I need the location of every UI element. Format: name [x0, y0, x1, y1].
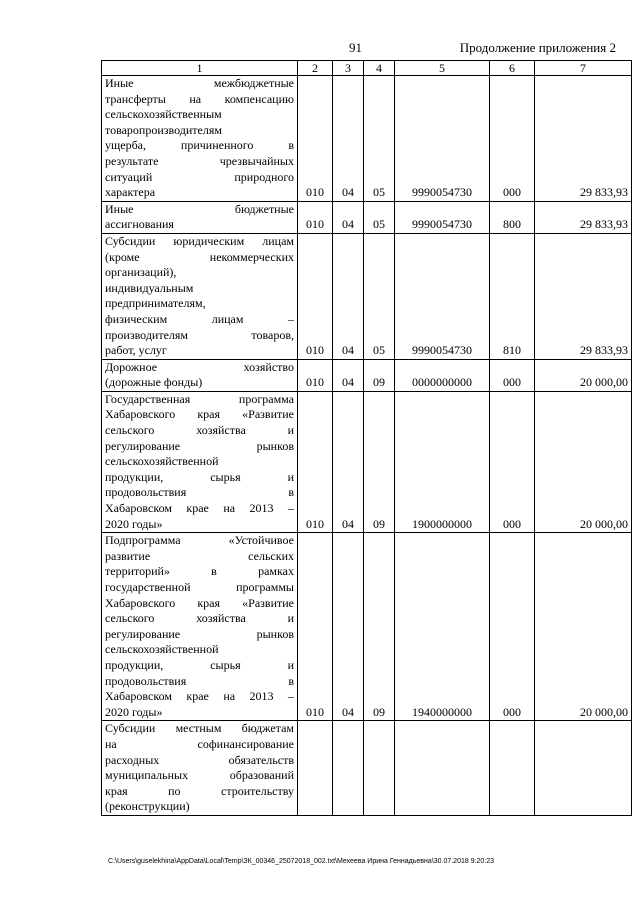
table-row: [102, 76, 632, 202]
row-name-cell: [102, 76, 298, 202]
row-name-line: (реконструкции): [105, 799, 190, 814]
row-c4-cell: 09: [364, 391, 395, 532]
row-name-cell: [102, 533, 298, 721]
table-row: [102, 391, 632, 532]
row-c7-cell: 29 833,93: [535, 201, 632, 233]
row-c4-cell: [364, 721, 395, 816]
row-c3-cell: 04: [333, 76, 364, 202]
row-c3-cell: 04: [333, 391, 364, 532]
row-c3-cell: [333, 721, 364, 816]
row-name-line: продукции, сырья и: [105, 657, 294, 672]
row-name-line: края по строительству: [105, 783, 294, 798]
row-name-line: Хабаровского края «Развитие: [105, 407, 294, 422]
row-name-line: сельскохозяйственной: [105, 642, 219, 657]
row-c7-cell: 20 000,00: [535, 391, 632, 532]
row-c7-cell: [535, 721, 632, 816]
row-c6-cell: 810: [490, 233, 535, 359]
row-c5-cell: 0000000000: [395, 359, 490, 391]
row-name-line: Иные межбюджетные: [105, 76, 294, 90]
row-name-line: Субсидии местным бюджетам: [105, 721, 294, 736]
row-name-line: Субсидии юридическим лицам: [105, 233, 294, 248]
row-name-line: территорий» в рамках: [105, 564, 294, 579]
row-c7-cell: 29 833,93: [535, 233, 632, 359]
row-name-line: Государственная программа: [105, 391, 294, 406]
row-c5-cell: 9990054730: [395, 233, 490, 359]
row-name-line: (дорожные фонды): [105, 375, 203, 390]
row-name-line: индивидуальным: [105, 280, 194, 295]
row-name-line: расходных обязательств: [105, 752, 294, 767]
row-name-cell: [102, 721, 298, 816]
row-name-cell: [102, 391, 298, 532]
row-name-line: 2020 годы»: [105, 704, 163, 719]
row-c3-cell: 04: [333, 233, 364, 359]
row-name-cell: [102, 359, 298, 391]
row-name-line: Иные бюджетные: [105, 201, 294, 216]
row-c6-cell: 000: [490, 359, 535, 391]
row-c6-cell: 000: [490, 533, 535, 721]
row-name-cell: [102, 201, 298, 233]
row-name-line: ассигнования: [105, 217, 174, 232]
row-c2-cell: 010: [298, 233, 333, 359]
row-c5-cell: 9990054730: [395, 76, 490, 202]
row-c2-cell: 010: [298, 76, 333, 202]
row-c2-cell: 010: [298, 359, 333, 391]
row-name-line: развитие сельских: [105, 548, 294, 563]
row-name-cell: [102, 233, 298, 359]
header-cell-2: 2: [298, 61, 333, 76]
row-c2-cell: 010: [298, 533, 333, 721]
row-name-line: характера: [105, 185, 156, 200]
row-c7-cell: 20 000,00: [535, 359, 632, 391]
row-name-line: Подпрограмма «Устойчивое: [105, 533, 294, 548]
row-c4-cell: 09: [364, 533, 395, 721]
row-name-line: сельского хозяйства и: [105, 611, 294, 626]
row-c7-cell: 29 833,93: [535, 76, 632, 202]
row-c5-cell: 1900000000: [395, 391, 490, 532]
row-name-line: Хабаровского края «Развитие: [105, 595, 294, 610]
header-cell-5: 5: [395, 61, 490, 76]
row-c5-cell: [395, 721, 490, 816]
row-c4-cell: 05: [364, 233, 395, 359]
row-name-line: регулирование рынков: [105, 626, 294, 641]
row-name-line: организаций),: [105, 265, 177, 280]
header-cell-7: 7: [535, 61, 632, 76]
row-name-line: трансферты на компенсацию: [105, 91, 294, 106]
row-name-line: (кроме некоммерческих: [105, 249, 294, 264]
row-name-line: продовольствия в: [105, 485, 294, 500]
row-c6-cell: 000: [490, 391, 535, 532]
row-name-line: ущерба, причиненного в: [105, 138, 294, 153]
row-name-line: сельского хозяйства и: [105, 423, 294, 438]
row-c5-cell: 9990054730: [395, 201, 490, 233]
row-name-line: товаропроизводителям: [105, 122, 222, 137]
row-name-line: государственной программы: [105, 580, 294, 594]
row-c4-cell: 05: [364, 201, 395, 233]
continuation-label: Продолжение приложения 2: [459, 40, 616, 55]
row-c5-cell: 1940000000: [395, 533, 490, 721]
header-cell-1: 1: [102, 61, 298, 76]
row-name-line: сельскохозяйственным: [105, 107, 222, 122]
row-c7-cell: 20 000,00: [535, 533, 632, 721]
row-name-line: регулирование рынков: [105, 438, 294, 453]
row-c4-cell: 05: [364, 76, 395, 202]
row-name-line: на софинансирование: [105, 736, 294, 751]
row-name-line: ситуаций природного: [105, 169, 294, 184]
table-row: [102, 233, 632, 359]
row-name-line: Хабаровском крае на 2013 –: [105, 501, 294, 516]
table-row: [102, 201, 632, 233]
table-row: [102, 533, 632, 721]
row-name-line: муниципальных образований: [105, 768, 294, 783]
row-name-line: производителям товаров,: [105, 327, 294, 342]
row-c2-cell: 010: [298, 201, 333, 233]
footer-file-path: C:\Users\guselekhina\AppData\Local\Temp\ЗК_00346_25072018_002.txt\Мехеева Ирина Геннадьевна\30.07.2018 9:20:23: [108, 858, 495, 865]
table-row: [102, 721, 632, 816]
table-header-row: [102, 61, 632, 76]
budget-table: [101, 60, 632, 816]
row-name-line: физическим лицам –: [105, 311, 294, 326]
row-c3-cell: 04: [333, 201, 364, 233]
row-name-line: предпринимателям,: [105, 296, 206, 311]
row-name-line: Хабаровском крае на 2013 –: [105, 689, 294, 704]
table-row: [102, 359, 632, 391]
row-name-line: Дорожное хозяйство: [105, 359, 294, 374]
row-c2-cell: [298, 721, 333, 816]
row-name-line: сельскохозяйственной: [105, 454, 219, 469]
row-name-line: продукции, сырья и: [105, 469, 294, 484]
row-c2-cell: 010: [298, 391, 333, 532]
row-name-line: продовольствия в: [105, 673, 294, 688]
row-c3-cell: 04: [333, 533, 364, 721]
row-c6-cell: 000: [490, 76, 535, 202]
header-cell-4: 4: [364, 61, 395, 76]
row-name-line: работ, услуг: [105, 343, 167, 358]
row-name-line: результате чрезвычайных: [105, 153, 294, 168]
row-c6-cell: [490, 721, 535, 816]
row-c4-cell: 09: [364, 359, 395, 391]
page-number: 91: [349, 40, 362, 55]
row-c3-cell: 04: [333, 359, 364, 391]
row-c6-cell: 800: [490, 201, 535, 233]
header-cell-6: 6: [490, 61, 535, 76]
header-cell-3: 3: [333, 61, 364, 76]
row-name-line: 2020 годы»: [105, 516, 163, 531]
